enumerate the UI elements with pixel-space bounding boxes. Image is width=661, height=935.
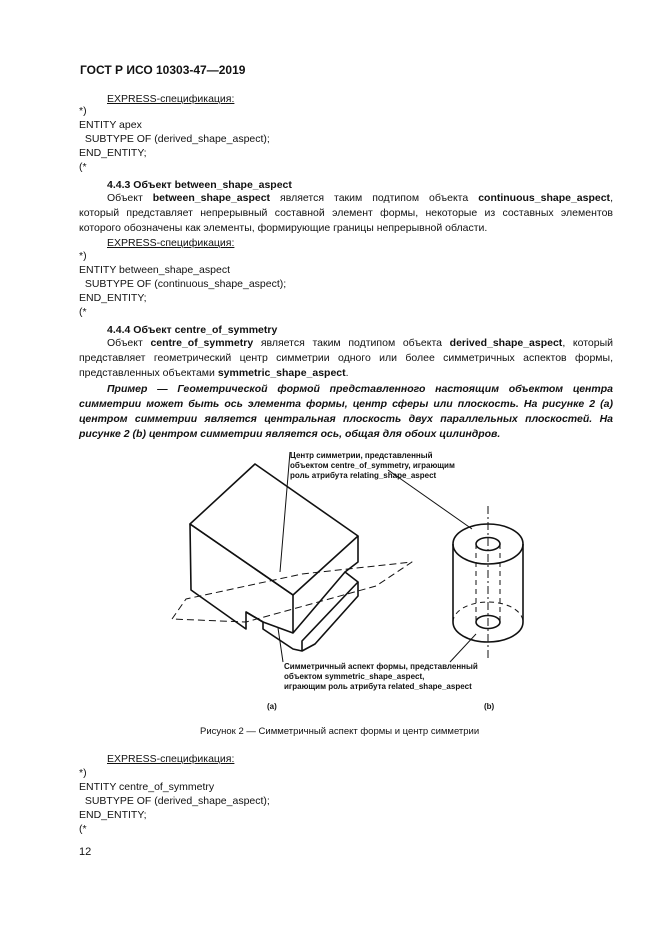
term: centre_of_symmetry xyxy=(150,337,254,349)
callout-bottom-line3: играющим роль атрибута related_shape_aspect xyxy=(284,682,472,691)
callout-bottom-line1: Симметричный аспект формы, представленный xyxy=(284,662,478,671)
code-line: *) xyxy=(79,767,87,779)
code-line: *) xyxy=(79,105,87,117)
term: between_shape_aspect xyxy=(152,192,271,204)
text: . xyxy=(345,367,349,379)
leader-bottom-a xyxy=(278,628,283,662)
text: является таким подтипом объекта xyxy=(270,192,479,204)
callout-top-line1: Центр симметрии, представленный xyxy=(290,451,433,460)
code-line: *) xyxy=(79,250,87,262)
term: derived_shape_aspect xyxy=(449,337,563,349)
express-label: EXPRESS-спецификация: xyxy=(107,753,235,765)
code-line: SUBTYPE OF (continuous_shape_aspect); xyxy=(79,278,287,290)
example-label: Пример xyxy=(107,383,148,395)
code-block-between xyxy=(79,249,286,319)
section-title-444: 4.4.4 Объект centre_of_symmetry xyxy=(107,324,278,336)
code-line: END_ENTITY; xyxy=(79,147,147,159)
code-block-apex xyxy=(79,104,270,174)
figure-symmetric-shape-aspect xyxy=(150,444,530,716)
code-block-centre xyxy=(79,766,270,836)
leader-top-a xyxy=(280,452,290,572)
code-line: END_ENTITY; xyxy=(79,809,147,821)
text: является таким подтипом объекта xyxy=(253,337,450,349)
block-top-face xyxy=(190,464,358,595)
callout-top-line3: роль атрибута relating_shape_aspect xyxy=(290,471,437,480)
callout-top-line2: объектом centre_of_symmetry, играющим xyxy=(290,461,455,470)
term: continuous_shape_aspect xyxy=(478,192,611,204)
express-label: EXPRESS-спецификация: xyxy=(107,237,235,249)
express-label: EXPRESS-спецификация: xyxy=(107,93,235,105)
leader-bottom-b xyxy=(450,634,476,662)
text: Объект xyxy=(107,337,151,349)
code-line: (* xyxy=(79,306,87,318)
code-line: END_ENTITY; xyxy=(79,292,147,304)
block-bottom-edge xyxy=(302,582,358,651)
code-line: SUBTYPE OF (derived_shape_aspect); xyxy=(79,795,270,807)
code-line: ENTITY between_shape_aspect xyxy=(79,264,230,276)
code-line: (* xyxy=(79,161,87,173)
text: , который представляет геометрический центр симметрии одного или более симметричных аспектов формы, представленных объектами xyxy=(79,337,613,379)
section-title-443: 4.4.3 Объект between_shape_aspect xyxy=(107,179,292,191)
callout-bottom-line2: объектом symmetric_shape_aspect, xyxy=(284,672,425,681)
example-text: — Геометрической формой представленного настоящим объектом центра симметрии может быть ось элемента формы, центр сферы или плоскость. На рисунке 2 (а) центром симметрии является центральная плоскость двух параллельных плоскостей. На рисунке 2 (b) центром симметрии является ось, общая для обоих цилиндров. xyxy=(79,383,613,440)
code-line: (* xyxy=(79,823,87,835)
paragraph-444 xyxy=(79,336,613,381)
code-line: ENTITY apex xyxy=(79,119,142,131)
figure-label-a: (a) xyxy=(267,702,277,711)
page-number: 12 xyxy=(79,846,92,858)
code-line: ENTITY centre_of_symmetry xyxy=(79,781,215,793)
text: , который представляет непрерывный составной элемент формы, некоторые из составных элементов которого обозначены как элементы, формирующие границы непрерывной области. xyxy=(79,192,613,234)
figure-caption: Рисунок 2 — Симметричный аспект формы и центр симметрии xyxy=(200,726,480,737)
paragraph-443 xyxy=(79,191,613,236)
figure-label-b: (b) xyxy=(484,702,495,711)
example-note xyxy=(79,382,613,442)
block-front-face xyxy=(190,524,358,651)
code-line: SUBTYPE OF (derived_shape_aspect); xyxy=(79,133,270,145)
document-header: ГОСТ Р ИСО 10303-47—2019 xyxy=(80,63,246,77)
centre-plane-a xyxy=(172,562,412,622)
text: Объект xyxy=(107,192,153,204)
term: symmetric_shape_aspect xyxy=(217,367,346,379)
